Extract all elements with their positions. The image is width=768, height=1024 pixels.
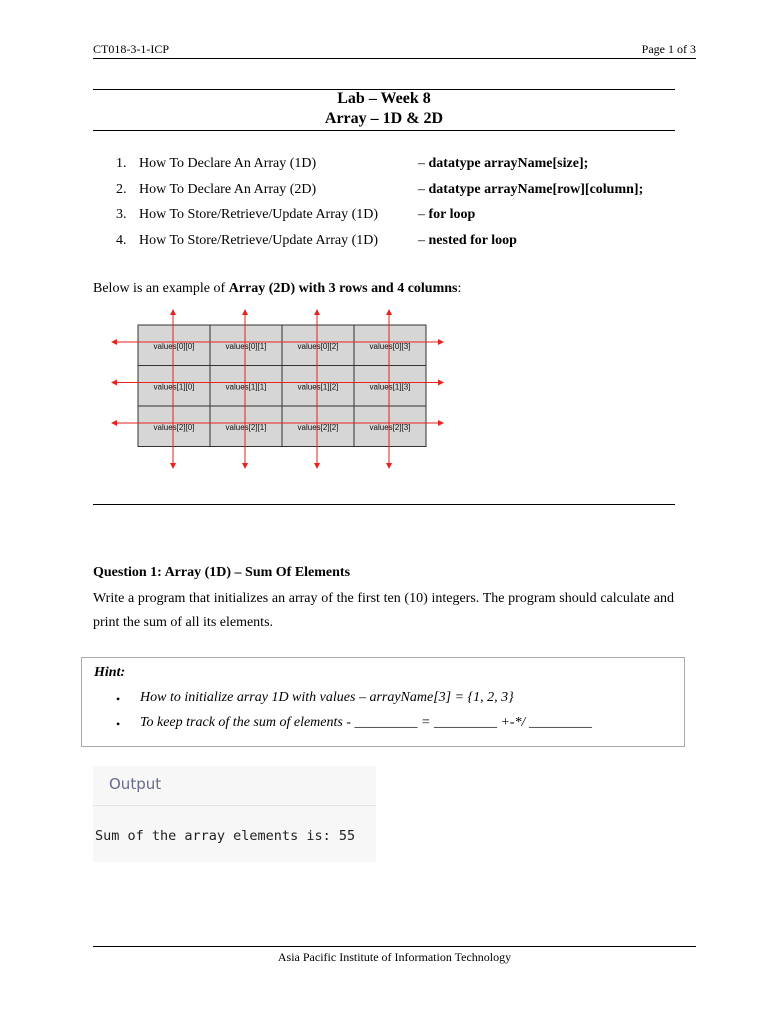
bullet-icon: • xyxy=(116,692,121,706)
hint-item: How to initialize array 1D with values – arrayName[3] = {1, 2, 3} xyxy=(140,690,514,705)
list-number: 2. xyxy=(116,181,127,197)
array-cell-label: values[0][1] xyxy=(225,341,267,351)
hint-title: Hint: xyxy=(94,665,126,680)
array-cell-label: values[1][3] xyxy=(369,382,411,392)
page-number: Page 1 of 3 xyxy=(641,42,696,56)
list-number: 1. xyxy=(116,156,127,171)
output-panel xyxy=(93,766,376,862)
array-cell-label: values[1][1] xyxy=(225,382,267,392)
array-cell-label: values[0][0] xyxy=(153,341,195,351)
question-text: Write a program that initializes an array of the first ten (10) integers. The program should calculate and print the sum of all its elements. xyxy=(93,591,674,630)
list-definition: – datatype arrayName[size]; xyxy=(418,156,589,171)
array-cell-label: values[2][3] xyxy=(369,422,411,432)
footer-institution: Asia Pacific Institute of Information Technology xyxy=(277,950,512,964)
list-text: How To Store/Retrieve/Update Array (1D) xyxy=(139,232,379,248)
output-text: Sum of the array elements is: 55 xyxy=(95,828,356,844)
list-definition: – datatype arrayName[row][column]; xyxy=(418,181,644,197)
array-cell-label: values[2][1] xyxy=(225,422,267,432)
bullet-icon: • xyxy=(116,717,121,731)
array-cell-label: values[2][2] xyxy=(297,422,339,432)
course-code: CT018-3-1-ICP xyxy=(93,42,169,56)
array-2d-diagram xyxy=(0,0,768,480)
hint-box xyxy=(81,657,685,747)
list-text: How To Declare An Array (1D) xyxy=(139,156,317,171)
array-cell-label: values[0][2] xyxy=(297,341,339,351)
output-header xyxy=(93,766,376,806)
hint-item: To keep track of the sum of elements - _________ = _________ +-*/ _________ xyxy=(140,715,592,730)
lab-subtitle: Array – 1D & 2D xyxy=(324,110,444,127)
question-heading: Question 1: Array (1D) – Sum Of Elements xyxy=(93,565,351,580)
array-cell-label: values[2][0] xyxy=(153,422,195,432)
section-divider xyxy=(93,504,675,505)
footer-rule xyxy=(93,946,696,947)
array-cell-label: values[1][2] xyxy=(297,382,339,392)
list-definition: – nested for loop xyxy=(418,232,517,248)
list-number: 4. xyxy=(116,232,127,248)
list-text: How To Declare An Array (2D) xyxy=(139,181,317,197)
list-text: How To Store/Retrieve/Update Array (1D) xyxy=(139,207,379,222)
array-cell-label: values[1][0] xyxy=(153,382,195,392)
list-number: 3. xyxy=(116,207,127,222)
array-cell-label: values[0][3] xyxy=(369,341,411,351)
output-label: Output xyxy=(109,775,162,793)
example-intro: Below is an example of Array (2D) with 3 rows and 4 columns: xyxy=(93,281,462,296)
lab-title: Lab – Week 8 xyxy=(337,90,431,107)
list-definition: – for loop xyxy=(418,207,476,222)
